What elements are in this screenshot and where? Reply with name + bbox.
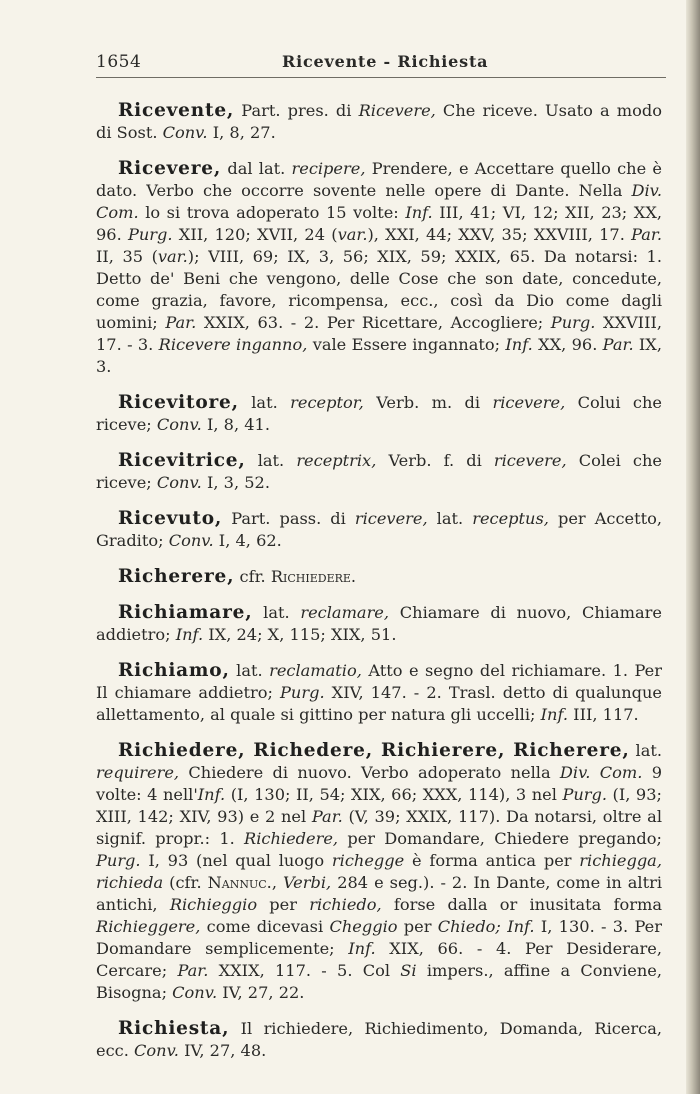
- entry-text: 9 volte: 4 nell': [96, 763, 662, 804]
- entry-headword: Richiesta,: [118, 1018, 230, 1039]
- entry-italic-text: Inf.: [505, 335, 533, 354]
- entry-text: I, 4, 62.: [213, 531, 282, 550]
- entry-text: IV, 27, 22.: [217, 983, 305, 1002]
- entry-italic-text: Ricevere inganno,: [158, 335, 308, 354]
- entry-italic-text: Richiedere,: [244, 829, 339, 848]
- entry-italic-text: Div. Com.: [559, 763, 643, 782]
- entry-text: IV, 27, 48.: [178, 1041, 267, 1060]
- entry-italic-text: Purg.: [550, 313, 596, 332]
- entry-text: XX, 96.: [532, 335, 603, 354]
- entry-italic-text: Div. Com.: [96, 181, 662, 222]
- dictionary-entry: [96, 100, 662, 144]
- entry-italic-text: var.: [337, 225, 368, 244]
- dictionary-entry: [96, 602, 662, 646]
- entry-text: Verb. f. di: [376, 451, 494, 470]
- entry-text: XXVIII, 17. - 3.: [96, 313, 663, 354]
- entry-italic-text: Conv.: [134, 1041, 179, 1060]
- entry-text: XXIX, 63. - 2. Per Ricettare, Accogliere;: [196, 313, 551, 332]
- entry-italic-text: Conv.: [156, 473, 202, 492]
- entry-text: forse dalla or inusitata forma: [381, 895, 662, 914]
- entry-text: (I, 130; II, 54; XIX, 66; XXX, 114), 3 nel: [225, 785, 563, 804]
- entry-italic-text: receptor,: [290, 393, 364, 412]
- entry-text: cfr.: [234, 567, 271, 586]
- header-rule: [96, 77, 666, 78]
- entry-italic-text: Par.: [311, 807, 343, 826]
- entry-text: (V, 39; XXIX, 117). Da notarsi, oltre al signif. propr.: 1.: [96, 807, 662, 848]
- entry-text: lo si trova adoperato 15 volte:: [138, 203, 406, 222]
- entry-text: IX, 24; X, 115; XIX, 51.: [203, 625, 397, 644]
- entry-text: XIV, 147. - 2. Trasl. detto di qualunque allettamento, al quale si gittino per natura gli uccelli;: [96, 683, 662, 724]
- entry-text: per: [397, 917, 438, 936]
- entry-text: III, 117.: [568, 705, 639, 724]
- dictionary-entry: [96, 508, 662, 552]
- entry-text: lat.: [245, 451, 297, 470]
- entry-text: Verb. m. di: [363, 393, 493, 412]
- entry-headword: Ricevitrice,: [118, 450, 246, 471]
- entry-text: XII, 120; XVII, 24 (: [172, 225, 338, 244]
- entry-italic-text: Par.: [602, 335, 634, 354]
- entry-italic-text: Conv.: [168, 531, 214, 550]
- entry-text: lat.: [427, 509, 473, 528]
- entry-text: Part. pres. di: [234, 101, 359, 120]
- page-header: [96, 52, 656, 78]
- entry-italic-text: Conv.: [156, 415, 202, 434]
- entry-text: ), XXI, 44; XXV, 35; XXVIII, 17.: [367, 225, 632, 244]
- entry-text: I, 8, 41.: [201, 415, 270, 434]
- entry-text: per Accetto, Gradito;: [96, 509, 662, 550]
- entry-headword: Richiamo,: [118, 660, 230, 681]
- entry-text: Colei che riceve;: [96, 451, 662, 492]
- entry-text: ); VIII, 69; IX, 3, 56; XIX, 59; XXIX, 65. Da notarsi: 1. Detto de' Beni che vengono, delle Cose che son date, concedute, come grazia, favore, ricompensa, ecc., così da Dio come dagli uomini;: [96, 247, 662, 332]
- entry-headword: Ricevitore,: [118, 392, 239, 413]
- dictionary-entry: [96, 1018, 662, 1062]
- entry-text: Part. pass. di: [222, 509, 355, 528]
- entry-italic-text: Verbi,: [282, 873, 332, 892]
- running-head: Ricevente - Richiesta: [282, 52, 489, 71]
- entry-text: Atto e segno del richiamare. 1. Per Il chiamare addietro;: [96, 661, 662, 702]
- dictionary-entry: [96, 660, 662, 726]
- entry-italic-text: var.: [157, 247, 188, 266]
- entry-italic-text: Inf.: [348, 939, 376, 958]
- entry-text: Colui che riceve;: [96, 393, 662, 434]
- entry-italic-text: Purg.: [562, 785, 608, 804]
- entry-italic-text: requirere,: [96, 763, 180, 782]
- entry-italic-text: Inf.: [405, 203, 433, 222]
- entry-text: (I, 93; XIII, 142; XIV, 93) e 2 nel: [96, 785, 662, 826]
- entry-text: XXIX, 117. - 5. Col: [208, 961, 401, 980]
- entry-text: (cfr.: [163, 873, 208, 892]
- entry-text: per: [257, 895, 310, 914]
- entry-italic-text: Par.: [631, 225, 663, 244]
- entry-text: è forma antica per: [404, 851, 580, 870]
- entry-text: come dicevasi: [200, 917, 330, 936]
- entry-italic-text: ricevere,: [354, 509, 428, 528]
- entry-text: I, 3, 52.: [201, 473, 270, 492]
- entry-headword: Ricevere,: [118, 158, 222, 179]
- dictionary-entries: [96, 100, 662, 1076]
- entry-italic-text: Conv.: [162, 123, 208, 142]
- entry-italic-text: Par.: [177, 961, 209, 980]
- entry-smallcaps-text: Richiedere.: [270, 567, 357, 586]
- entry-text: lat.: [629, 741, 662, 760]
- dictionary-entry: [96, 158, 662, 378]
- entry-italic-text: Si: [400, 961, 417, 980]
- entry-text: Chiedere di nuovo. Verbo adoperato nella: [179, 763, 560, 782]
- entry-italic-text: Richieggere,: [96, 917, 201, 936]
- entry-text: Chiamare di nuovo, Chiamare addietro;: [96, 603, 662, 644]
- entry-italic-text: recipere,: [291, 159, 366, 178]
- entry-italic-text: receptrix,: [296, 451, 377, 470]
- entry-italic-text: Conv.: [172, 983, 218, 1002]
- entry-text: Che riceve. Usato a modo di Sost.: [96, 101, 662, 142]
- entry-text: dal lat.: [221, 159, 292, 178]
- entry-text: lat.: [252, 603, 301, 622]
- dictionary-entry: [96, 566, 662, 588]
- entry-italic-text: richegge: [331, 851, 405, 870]
- entry-italic-text: Purg.: [280, 683, 325, 702]
- entry-headword: Richerere,: [118, 566, 235, 587]
- page-number: 1654: [96, 52, 142, 72]
- entry-text: Prendere, e Accettare quello che è dato. Verbo che occorre sovente nelle opere di Dante. Nella: [96, 159, 662, 200]
- entry-text: 284 e seg.). - 2. In Dante, come in altri antichi,: [96, 873, 662, 914]
- entry-text: I, 130. - 3. Per Domandare semplicemente;: [96, 917, 662, 958]
- entry-text: per Domandare, Chiedere pregando;: [338, 829, 662, 848]
- entry-text: impers., affine a Conviene, Bisogna;: [96, 961, 662, 1002]
- entry-headword: Richiedere, Richedere, Richierere, Richerere,: [118, 740, 630, 761]
- entry-text: lat.: [229, 661, 270, 680]
- entry-headword: Ricevuto,: [118, 508, 223, 529]
- dictionary-entry: [96, 450, 662, 494]
- entry-headword: Ricevente,: [118, 100, 235, 121]
- entry-italic-text: Inf.: [197, 785, 226, 804]
- entry-smallcaps-text: Nannuc.,: [207, 873, 277, 892]
- entry-text: Il richiedere, Richiedimento, Domanda, Ricerca, ecc.: [96, 1019, 662, 1060]
- dictionary-entry: [96, 392, 662, 436]
- entry-text: II, 35 (: [96, 247, 158, 266]
- entry-text: I, 93 (nel qual luogo: [140, 851, 332, 870]
- entry-italic-text: Purg.: [127, 225, 173, 244]
- entry-italic-text: Cheggio: [329, 917, 398, 936]
- entry-italic-text: Inf.: [507, 917, 535, 936]
- entry-italic-text: Inf.: [175, 625, 204, 644]
- entry-italic-text: Ricevere,: [358, 101, 436, 120]
- entry-italic-text: ricevere,: [492, 393, 566, 412]
- entry-text: lat.: [238, 393, 291, 412]
- entry-italic-text: Purg.: [96, 851, 141, 870]
- page-edge-shadow: [686, 0, 700, 1094]
- entry-italic-text: Inf.: [540, 705, 569, 724]
- entry-italic-text: ricevere,: [493, 451, 567, 470]
- entry-italic-text: receptus,: [472, 509, 549, 528]
- entry-italic-text: Chiedo;: [437, 917, 501, 936]
- entry-italic-text: richiedo,: [309, 895, 382, 914]
- entry-text: III, 41; VI, 12; XII, 23; XX, 96.: [96, 203, 662, 244]
- entry-italic-text: reclamare,: [300, 603, 390, 622]
- entry-italic-text: Par.: [165, 313, 197, 332]
- entry-text: I, 8, 27.: [207, 123, 276, 142]
- dictionary-entry: [96, 740, 662, 1004]
- entry-italic-text: Richieggio: [169, 895, 258, 914]
- entry-italic-text: richiegga, richieda: [96, 851, 662, 892]
- entry-text: IX, 3.: [96, 335, 662, 376]
- entry-text: vale Essere ingannato;: [307, 335, 506, 354]
- entry-headword: Richiamare,: [118, 602, 253, 623]
- entry-text: XIX, 66. - 4. Per Desiderare, Cercare;: [96, 939, 663, 980]
- entry-italic-text: reclamatio,: [269, 661, 362, 680]
